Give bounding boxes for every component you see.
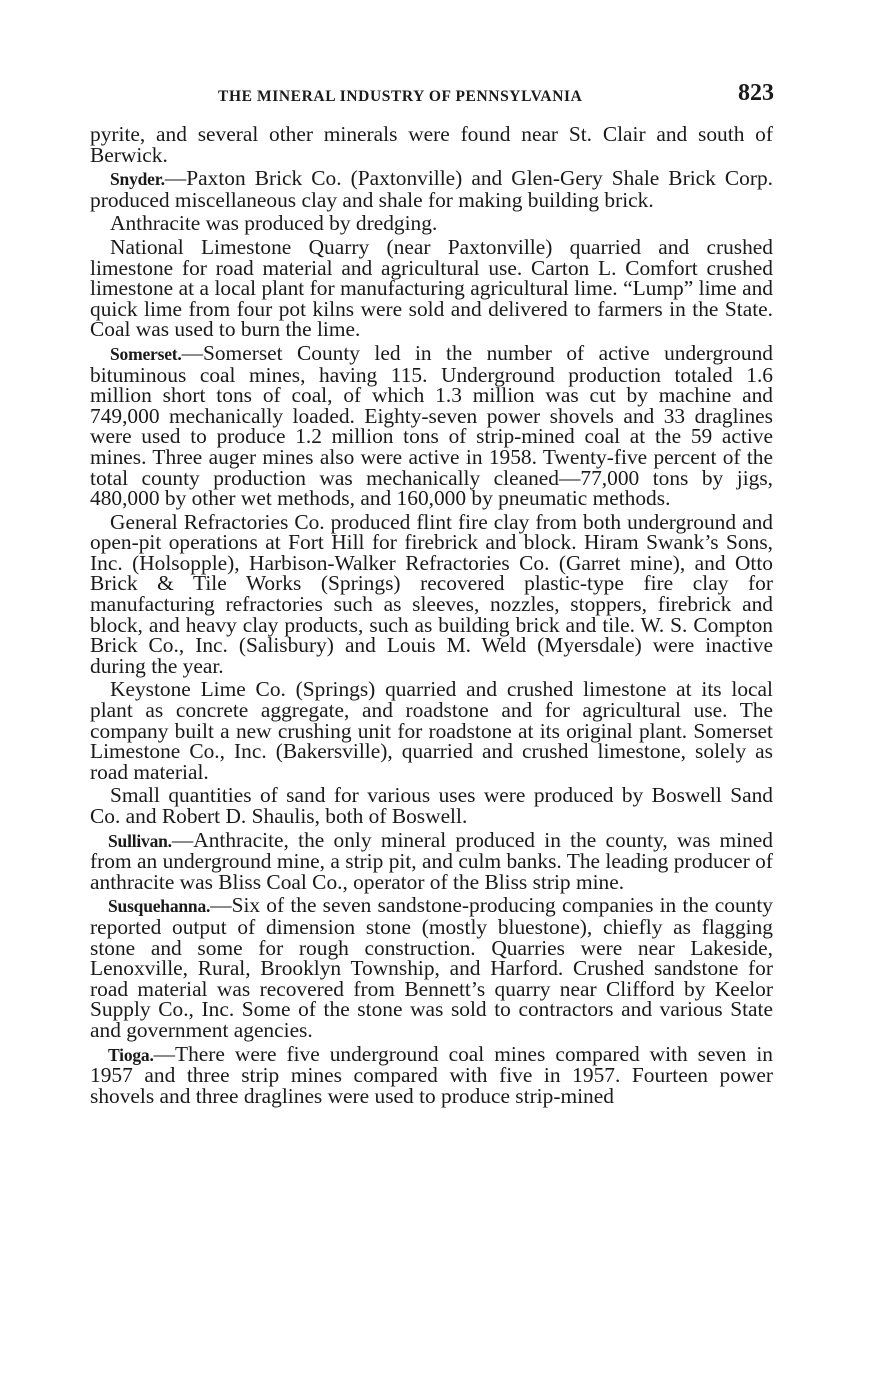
paragraph-text: Anthracite was produced by dredging. bbox=[110, 211, 438, 236]
county-heading-tioga: Tioga. bbox=[108, 1044, 154, 1065]
paragraph-text: National Limestone Quarry (near Paxtonville) quarried and crushed limestone for road material and agricultural use. Carton L. Comfort crushed limestone at a local plant for manufacturing agricultural lime. “Lump” lime and quick lime from four pot kilns were sold and delivered to farmers in the State. Coal was used to burn the lime. bbox=[90, 234, 773, 342]
paragraph-keystone-lime bbox=[90, 679, 773, 782]
paragraph-text: —Somerset County led in the number of active underground bituminous coal mines, having 115. Underground production totaled 1.6 million short tons of coal, of which 1.3 million was cut by machine and 749,000 mechanically loaded. Eighty-seven power shovels and 33 draglines were used to produce 1.2 million tons of strip-mined coal at the 59 active mines. Three auger mines also were active in 1958. Twenty-five percent of the total county production was mechanically cleaned—77,000 tons by jigs, 480,000 by other wet methods, and 160,000 by pneumatic methods. bbox=[90, 340, 773, 511]
county-heading-snyder: Snyder. bbox=[110, 169, 165, 190]
paragraph-sand bbox=[90, 785, 773, 826]
paragraph-snyder bbox=[90, 168, 773, 210]
paragraph-national-limestone bbox=[90, 234, 773, 342]
paragraph-tioga bbox=[90, 1041, 773, 1108]
paragraph-susquehanna bbox=[90, 895, 773, 1040]
paragraph-text: pyrite, and several other minerals were found near St. Clair and south of Berwick. bbox=[90, 122, 773, 167]
running-head: THE MINERAL INDUSTRY OF PENNSYLVANIA bbox=[218, 88, 583, 105]
page-header bbox=[98, 80, 774, 112]
body-text bbox=[90, 124, 773, 1106]
paragraph-text: Small quantities of sand for various uses were produced by Boswell Sand Co. and Robert D. Shaulis, both of Boswell. bbox=[90, 783, 773, 828]
paragraph-text: —Six of the seven sandstone-producing companies in the county reported output of dimension stone (mostly bluestone), chiefly as flagging stone and some for rough construction. Quarries were near Lakeside, Lenoxville, Rural, Brooklyn Township, and Harford. Crushed sandstone for road material was recovered from Bennett’s quarry near Clifford by Keelor Supply Co., Inc. Some of the stone was sold to contractors and various State and government agencies. bbox=[90, 893, 773, 1042]
paragraph-text: —There were five underground coal mines compared with seven in 1957 and three strip mines compared with five in 1957. Fourteen power shovels and three draglines were used to produce strip-mined bbox=[90, 1041, 773, 1108]
paragraph-text: General Refractories Co. produced flint fire clay from both underground and open-pit operations at Fort Hill for firebrick and block. Hiram Swank’s Sons, Inc. (Holsopple), Harbison-Walker Refractories Co. (Garret mine), and Otto Brick & Tile Works (Springs) recovered plastic-type fire clay for manufacturing refractories such as sleeves, nozzles, stoppers, firebrick and block, and heavy clay products, such as building brick and tile. W. S. Compton Brick Co., Inc. (Salisbury) and Louis M. Weld (Myersdale) were inactive during the year. bbox=[90, 509, 773, 678]
county-heading-susquehanna: Susquehanna. bbox=[108, 896, 211, 917]
paragraph-sullivan bbox=[90, 827, 773, 894]
page-number: 823 bbox=[738, 80, 774, 106]
paragraph-text: —Paxton Brick Co. (Paxtonville) and Glen-Gery Shale Brick Corp. produced miscellaneous clay and shale for making building brick. bbox=[90, 166, 773, 212]
paragraph-general-refractories bbox=[90, 509, 773, 678]
county-heading-sullivan: Sullivan. bbox=[108, 830, 172, 851]
county-heading-somerset: Somerset. bbox=[110, 343, 182, 364]
paragraph-anthracite-dredging bbox=[90, 213, 773, 234]
paragraph-text: —Anthracite, the only mineral produced in the county, was mined from an underground mine, a strip pit, and culm banks. The leading producer of anthracite was Bliss Coal Co., operator of the Bliss strip mine. bbox=[90, 827, 773, 894]
paragraph-text: Keystone Lime Co. (Springs) quarried and crushed limestone at its local plant as concrete aggregate, and roadstone and for agricultural use. The company built a new crushing unit for roadstone at its original plant. Somerset Limestone Co., Inc. (Bakersville), quarried and crushed limestone, solely as road material. bbox=[90, 677, 773, 784]
paragraph-continuation bbox=[90, 124, 773, 165]
paragraph-somerset bbox=[90, 340, 773, 511]
